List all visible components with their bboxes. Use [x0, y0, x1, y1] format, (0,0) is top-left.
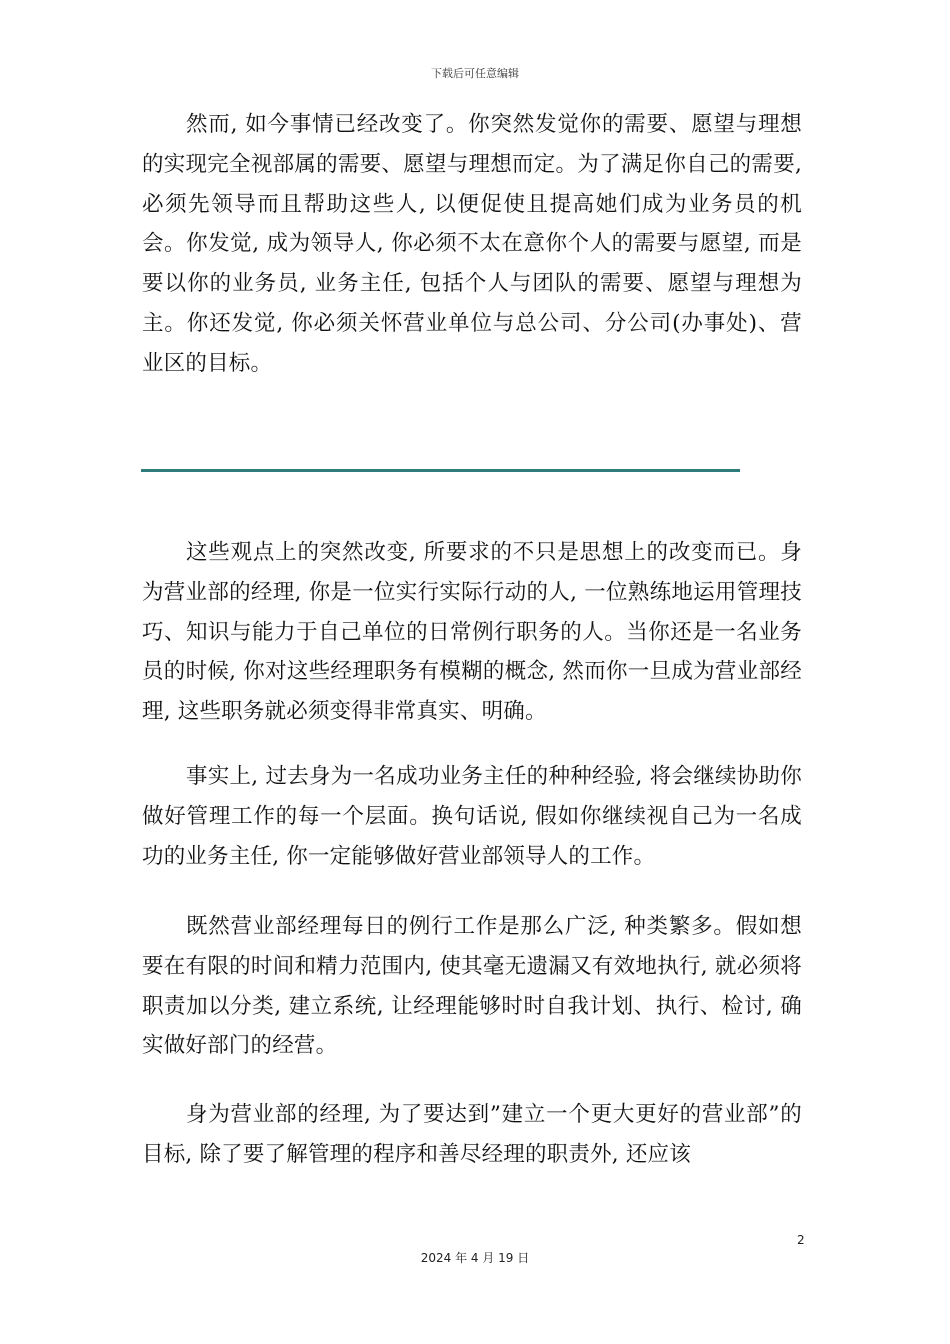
page-number: 2: [797, 1233, 805, 1247]
paragraph-3: 事实上, 过去身为一名成功业务主任的种种经验, 将会继续协助你做好管理工作的每一个层面。换句话说, 假如你继续视自己为一名成功的业务主任, 你一定能够做好营业部领导人的工作。: [142, 764, 802, 869]
paragraph-4: 既然营业部经理每日的例行工作是那么广泛, 种类繁多。假如想要在有限的时间和精力范围内, 使其毫无遗漏又有效地执行, 就必须将职责加以分类, 建立系统, 让经理能够时时自我计划、执行、检讨, 确实做好部门的经营。: [142, 914, 802, 1059]
section-divider: [141, 469, 740, 472]
footer-date: 2024 年 4 月 19 日: [420, 1251, 530, 1265]
paragraph-5: 身为营业部的经理, 为了要达到”建立一个更大更好的营业部”的目标, 除了要了解管理的程序和善尽经理的职责外, 还应该: [142, 1102, 802, 1167]
paragraph-1: 然而, 如今事情已经改变了。你突然发觉你的需要、愿望与理想的实现完全视部属的需要、愿望与理想而定。为了满足你自己的需要, 必须先领导而且帮助这些人, 以便促使且提高她们成为业务员的机会。你发觉, 成为领导人, 你必须不太在意你个人的需要与愿望, 而是要以你的业务员, 业务主任, 包括个人与团队的需要、愿望与理想为主。你还发觉, 你必须关怀营业单位与总公司、分公司(办事处)、营业区的目标。: [142, 112, 802, 376]
paragraph-2: 这些观点上的突然改变, 所要求的不只是思想上的改变而已。身为营业部的经理, 你是一位实行实际行动的人, 一位熟练地运用管理技巧、知识与能力于自己单位的日常例行职务的人。当你还是一名业务员的时候, 你对这些经理职务有模糊的概念, 然而你一旦成为营业部经理, 这些职务就必须变得非常真实、明确。: [142, 540, 802, 725]
page-header: 下载后可任意编辑: [431, 67, 519, 80]
